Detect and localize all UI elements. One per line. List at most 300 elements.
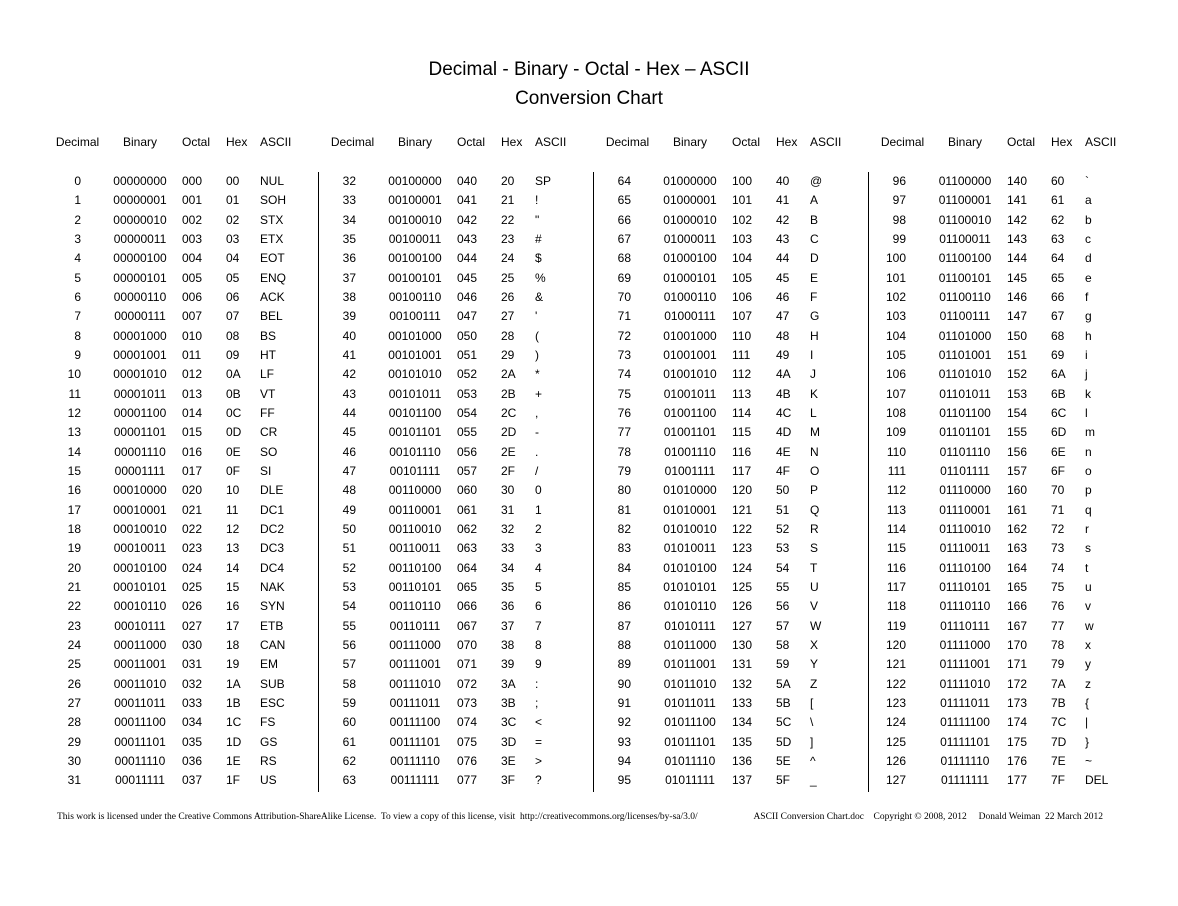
cell-ascii: \ xyxy=(810,715,814,730)
cell-ascii: R xyxy=(810,521,819,536)
table-row xyxy=(55,230,300,249)
cell-binary: 01101101 xyxy=(939,425,991,440)
table-row xyxy=(880,481,1125,500)
cell-hex: 56 xyxy=(776,599,790,614)
table-row xyxy=(605,249,850,268)
cell-binary: 00111001 xyxy=(389,657,441,672)
table-row xyxy=(880,365,1125,384)
cell-hex: 4C xyxy=(776,405,792,420)
cell-ascii: EOT xyxy=(260,251,285,266)
cell-ascii: m xyxy=(1085,425,1095,440)
cell-hex: 70 xyxy=(1051,483,1065,498)
cell-ascii: ) xyxy=(535,347,539,362)
cell-hex: 4F xyxy=(776,463,791,478)
cell-hex: 1F xyxy=(226,773,241,788)
cell-ascii: G xyxy=(810,309,820,324)
cell-decimal: 119 xyxy=(886,618,906,633)
cell-decimal: 4 xyxy=(74,251,81,266)
cell-binary: 00111101 xyxy=(389,734,441,749)
cell-binary: 01110100 xyxy=(939,560,991,575)
cell-binary: 01111010 xyxy=(939,676,991,691)
table-row xyxy=(880,230,1125,249)
cell-hex: 54 xyxy=(776,560,790,575)
cell-hex: 15 xyxy=(226,579,240,594)
column-header-ascii: ASCII xyxy=(535,135,567,149)
cell-octal: 126 xyxy=(732,599,753,614)
cell-ascii: I xyxy=(810,347,814,362)
cell-hex: 72 xyxy=(1051,521,1065,536)
cell-hex: 44 xyxy=(776,251,790,266)
cell-decimal: 104 xyxy=(885,328,906,343)
cell-octal: 177 xyxy=(1007,773,1028,788)
cell-hex: 49 xyxy=(776,347,790,362)
cell-octal: 155 xyxy=(1007,425,1028,440)
table-row xyxy=(55,385,300,404)
cell-ascii: FF xyxy=(260,405,275,420)
cell-binary: 01011001 xyxy=(663,657,717,672)
cell-decimal: 22 xyxy=(67,599,81,614)
cell-ascii: ( xyxy=(535,328,539,343)
cell-decimal: 57 xyxy=(342,657,356,672)
cell-octal: 032 xyxy=(182,676,203,691)
cell-decimal: 109 xyxy=(885,425,906,440)
table-header-row xyxy=(330,135,575,150)
cell-ascii: E xyxy=(810,270,819,285)
cell-hex: 42 xyxy=(776,212,790,227)
cell-decimal: 38 xyxy=(342,289,356,304)
cell-ascii: US xyxy=(260,773,277,788)
table-row xyxy=(605,713,850,732)
cell-ascii: DC3 xyxy=(260,541,285,556)
table-row xyxy=(330,539,575,558)
cell-binary: 00010011 xyxy=(113,541,167,556)
table-row xyxy=(330,172,575,191)
cell-decimal: 127 xyxy=(885,773,906,788)
cell-octal: 076 xyxy=(457,753,478,768)
cell-decimal: 28 xyxy=(67,715,81,730)
column-header-binary: Binary xyxy=(947,135,982,149)
cell-decimal: 74 xyxy=(617,367,631,382)
cell-binary: 00100011 xyxy=(388,231,442,246)
cell-octal: 053 xyxy=(457,386,478,401)
cell-binary: 01101100 xyxy=(939,405,991,420)
cell-octal: 035 xyxy=(182,734,203,749)
cell-binary: 00010110 xyxy=(113,599,167,614)
cell-hex: 53 xyxy=(776,541,790,556)
cell-ascii: v xyxy=(1085,599,1091,614)
table-row xyxy=(605,462,850,481)
cell-binary: 00110010 xyxy=(388,521,442,536)
cell-ascii: @ xyxy=(810,174,823,188)
table-row xyxy=(605,423,850,442)
cell-hex: 3B xyxy=(501,695,516,710)
cell-octal: 146 xyxy=(1007,289,1028,304)
cell-hex: 4E xyxy=(776,444,791,459)
cell-ascii: NAK xyxy=(260,579,285,594)
cell-octal: 013 xyxy=(182,386,203,401)
cell-hex: 29 xyxy=(501,347,515,362)
cell-octal: 134 xyxy=(732,715,753,730)
cell-octal: 125 xyxy=(732,579,753,594)
table-row xyxy=(880,559,1125,578)
table-row xyxy=(55,211,300,230)
cell-hex: 33 xyxy=(501,541,515,556)
cell-binary: 00100001 xyxy=(388,193,442,208)
cell-octal: 023 xyxy=(182,541,203,556)
cell-octal: 064 xyxy=(457,560,478,575)
cell-hex: 3E xyxy=(501,753,516,768)
cell-octal: 150 xyxy=(1007,328,1028,343)
cell-binary: 01000110 xyxy=(663,289,717,304)
cell-decimal: 126 xyxy=(885,753,906,768)
cell-decimal: 71 xyxy=(617,309,631,324)
cell-hex: 6A xyxy=(1051,367,1066,382)
cell-hex: 7C xyxy=(1051,715,1067,730)
cell-hex: 5B xyxy=(776,695,791,710)
cell-octal: 001 xyxy=(182,193,203,208)
cell-binary: 01011101 xyxy=(664,734,716,749)
table-row xyxy=(330,269,575,288)
cell-decimal: 107 xyxy=(885,386,906,401)
cell-decimal: 91 xyxy=(617,695,631,710)
cell-binary: 01010111 xyxy=(664,618,716,633)
cell-octal: 136 xyxy=(732,753,753,768)
cell-octal: 040 xyxy=(457,174,478,188)
conversion-table-0-31 xyxy=(55,135,300,791)
cell-decimal: 98 xyxy=(892,212,906,227)
cell-ascii: ^ xyxy=(810,753,816,768)
cell-binary: 01001001 xyxy=(663,347,717,362)
cell-hex: 6E xyxy=(1051,444,1066,459)
cell-binary: 01001011 xyxy=(663,386,717,401)
cell-hex: 4A xyxy=(776,367,791,382)
cell-binary: 01101111 xyxy=(940,463,990,478)
cell-ascii: { xyxy=(1085,695,1090,710)
cell-binary: 01010011 xyxy=(663,541,717,556)
cell-binary: 00101100 xyxy=(388,405,442,420)
cell-hex: 09 xyxy=(226,347,240,362)
cell-octal: 117 xyxy=(732,463,752,478)
cell-decimal: 99 xyxy=(892,231,906,246)
table-row xyxy=(330,694,575,713)
cell-decimal: 21 xyxy=(67,579,81,594)
table-row xyxy=(605,269,850,288)
cell-octal: 166 xyxy=(1007,599,1028,614)
title-line-2: Conversion Chart xyxy=(515,88,663,109)
cell-binary: 01100010 xyxy=(938,212,992,227)
cell-decimal: 12 xyxy=(67,405,81,420)
cell-ascii: DC4 xyxy=(260,560,285,575)
column-header-octal: Octal xyxy=(732,135,761,149)
cell-octal: 121 xyxy=(732,502,753,517)
cell-ascii: K xyxy=(810,386,819,401)
cell-octal: 020 xyxy=(182,483,203,498)
table-row xyxy=(55,501,300,520)
cell-decimal: 30 xyxy=(67,753,81,768)
cell-binary: 00001100 xyxy=(113,405,167,420)
cell-octal: 050 xyxy=(457,328,478,343)
cell-binary: 01110110 xyxy=(939,599,991,614)
table-row xyxy=(330,211,575,230)
table-row xyxy=(880,771,1125,790)
cell-hex: 78 xyxy=(1051,637,1065,652)
cell-binary: 00011101 xyxy=(114,734,166,749)
cell-decimal: 108 xyxy=(885,405,906,420)
cell-octal: 157 xyxy=(1007,463,1028,478)
cell-binary: 01111100 xyxy=(940,715,990,730)
cell-hex: 14 xyxy=(226,560,240,575)
table-row xyxy=(880,675,1125,694)
cell-hex: 66 xyxy=(1051,289,1065,304)
cell-decimal: 89 xyxy=(617,657,631,672)
table-row xyxy=(330,191,575,210)
cell-decimal: 78 xyxy=(617,444,631,459)
cell-hex: 2C xyxy=(501,405,517,420)
cell-ascii: a xyxy=(1085,193,1092,208)
table-row xyxy=(605,346,850,365)
cell-decimal: 40 xyxy=(342,328,356,343)
cell-ascii: B xyxy=(810,212,819,227)
cell-decimal: 93 xyxy=(617,734,631,749)
cell-decimal: 58 xyxy=(342,676,356,691)
cell-decimal: 43 xyxy=(342,386,356,401)
column-header-decimal: Decimal xyxy=(880,135,925,149)
table-row xyxy=(880,520,1125,539)
cell-decimal: 125 xyxy=(885,734,906,749)
table-row xyxy=(605,733,850,752)
column-header-hex: Hex xyxy=(501,135,523,149)
cell-decimal: 117 xyxy=(886,579,906,594)
table-body xyxy=(55,172,300,791)
cell-decimal: 7 xyxy=(74,309,81,324)
cell-binary: 00011011 xyxy=(114,695,166,710)
cell-binary: 00011001 xyxy=(113,657,167,672)
cell-hex: 76 xyxy=(1051,599,1065,614)
cell-octal: 024 xyxy=(182,560,203,575)
cell-decimal: 80 xyxy=(617,483,631,498)
cell-octal: 137 xyxy=(732,773,753,788)
cell-ascii: ; xyxy=(535,695,539,710)
cell-hex: 30 xyxy=(501,483,515,498)
cell-octal: 111 xyxy=(732,347,751,362)
cell-decimal: 73 xyxy=(617,347,631,362)
cell-hex: 5D xyxy=(776,734,792,749)
cell-binary: 00000010 xyxy=(113,212,167,227)
cell-hex: 43 xyxy=(776,231,790,246)
cell-hex: 5E xyxy=(776,753,791,768)
cell-hex: 13 xyxy=(226,541,240,556)
cell-ascii: S xyxy=(810,541,819,556)
cell-binary: 01011000 xyxy=(663,637,717,652)
table-body xyxy=(330,172,575,791)
cell-octal: 033 xyxy=(182,695,203,710)
cell-octal: 174 xyxy=(1007,715,1028,730)
cell-binary: 01111101 xyxy=(940,734,990,749)
cell-ascii: CAN xyxy=(260,637,286,652)
cell-decimal: 64 xyxy=(617,174,631,188)
cell-octal: 061 xyxy=(457,502,478,517)
cell-ascii: V xyxy=(810,599,819,614)
cell-ascii: SOH xyxy=(260,193,287,208)
table-row xyxy=(880,307,1125,326)
cell-octal: 103 xyxy=(732,231,753,246)
cell-decimal: 77 xyxy=(617,425,631,440)
cell-decimal: 75 xyxy=(617,386,631,401)
table-row xyxy=(880,172,1125,191)
cell-decimal: 123 xyxy=(885,695,906,710)
cell-octal: 062 xyxy=(457,521,478,536)
cell-decimal: 0 xyxy=(74,174,81,188)
cell-decimal: 14 xyxy=(67,444,81,459)
cell-octal: 003 xyxy=(182,231,203,246)
cell-octal: 162 xyxy=(1007,521,1028,536)
cell-hex: 3D xyxy=(501,734,517,749)
cell-hex: 27 xyxy=(501,309,515,324)
column-header-binary: Binary xyxy=(122,135,157,149)
cell-octal: 145 xyxy=(1007,270,1028,285)
column-header-octal: Octal xyxy=(457,135,486,149)
table-row xyxy=(55,733,300,752)
cell-ascii: O xyxy=(810,463,820,478)
table-row xyxy=(330,307,575,326)
cell-binary: 01111000 xyxy=(939,637,991,652)
cell-ascii: VT xyxy=(260,386,276,401)
cell-binary: 01100110 xyxy=(939,289,991,304)
cell-ascii: s xyxy=(1085,541,1091,556)
cell-binary: 01010001 xyxy=(663,502,717,517)
cell-binary: 00001110 xyxy=(114,444,166,459)
cell-hex: 7D xyxy=(1051,734,1067,749)
cell-binary: 00100000 xyxy=(388,174,442,188)
cell-ascii: h xyxy=(1085,328,1092,343)
table-row xyxy=(880,501,1125,520)
table-row xyxy=(880,597,1125,616)
cell-hex: 6C xyxy=(1051,405,1067,420)
cell-hex: 06 xyxy=(226,289,240,304)
cell-hex: 67 xyxy=(1051,309,1065,324)
table-row xyxy=(605,617,850,636)
cell-hex: 47 xyxy=(776,309,790,324)
cell-binary: 00011111 xyxy=(115,773,165,788)
cell-octal: 112 xyxy=(732,367,752,382)
cell-ascii: 6 xyxy=(535,599,542,614)
cell-ascii: n xyxy=(1085,444,1092,459)
table-row xyxy=(880,443,1125,462)
cell-decimal: 59 xyxy=(342,695,356,710)
cell-ascii: . xyxy=(535,444,539,459)
cell-hex: 35 xyxy=(501,579,515,594)
cell-ascii: & xyxy=(535,289,544,304)
cell-octal: 160 xyxy=(1007,483,1028,498)
cell-decimal: 121 xyxy=(885,657,906,672)
cell-binary: 00100110 xyxy=(388,289,442,304)
cell-octal: 104 xyxy=(732,251,753,266)
cell-binary: 01001101 xyxy=(663,425,717,440)
cell-decimal: 35 xyxy=(342,231,356,246)
cell-binary: 00001000 xyxy=(113,328,167,343)
cell-octal: 047 xyxy=(457,309,478,324)
cell-hex: 5A xyxy=(776,676,791,691)
cell-binary: 01101110 xyxy=(939,444,991,459)
cell-ascii: ? xyxy=(535,773,542,788)
cell-binary: 00001001 xyxy=(113,347,167,362)
table-row xyxy=(55,269,300,288)
cell-ascii: ETX xyxy=(260,231,284,246)
cell-binary: 01001000 xyxy=(663,328,717,343)
cell-hex: 68 xyxy=(1051,328,1065,343)
table-row xyxy=(880,404,1125,423)
table-row xyxy=(605,327,850,346)
cell-binary: 01101000 xyxy=(938,328,992,343)
cell-ascii: SP xyxy=(535,174,552,188)
cell-ascii: GS xyxy=(260,734,278,749)
cell-octal: 141 xyxy=(1007,193,1028,208)
cell-decimal: 85 xyxy=(617,579,631,594)
cell-decimal: 16 xyxy=(67,483,81,498)
table-row xyxy=(330,675,575,694)
cell-hex: 12 xyxy=(226,521,240,536)
cell-hex: 69 xyxy=(1051,347,1065,362)
cell-binary: 01010100 xyxy=(663,560,717,575)
cell-hex: 32 xyxy=(501,521,515,536)
cell-decimal: 1 xyxy=(74,193,81,208)
cell-binary: 01100111 xyxy=(939,309,991,324)
title-line-1: Decimal - Binary - Octal - Hex – ASCII xyxy=(428,59,750,80)
table-row xyxy=(605,752,850,771)
cell-decimal: 39 xyxy=(342,309,356,324)
cell-ascii: 3 xyxy=(535,541,542,556)
cell-ascii: / xyxy=(535,463,539,478)
cell-decimal: 84 xyxy=(617,560,631,575)
cell-binary: 00101011 xyxy=(388,386,442,401)
column-header-ascii: ASCII xyxy=(260,135,292,149)
cell-ascii: J xyxy=(810,367,816,382)
table-row xyxy=(605,675,850,694)
table-row xyxy=(330,559,575,578)
cell-octal: 132 xyxy=(732,676,753,691)
table-row xyxy=(330,655,575,674)
cell-hex: 6F xyxy=(1051,463,1066,478)
table-row xyxy=(55,365,300,384)
cell-binary: 00100101 xyxy=(388,270,442,285)
cell-octal: 002 xyxy=(182,212,203,227)
table-row xyxy=(330,501,575,520)
cell-hex: 00 xyxy=(226,174,240,188)
cell-octal: 122 xyxy=(732,521,753,536)
cell-binary: 00101010 xyxy=(388,367,442,382)
cell-decimal: 32 xyxy=(342,174,356,188)
cell-decimal: 23 xyxy=(67,618,81,633)
cell-binary: 00110011 xyxy=(389,541,441,556)
column-header-hex: Hex xyxy=(226,135,248,149)
cell-ascii: ~ xyxy=(1085,753,1093,768)
cell-decimal: 79 xyxy=(617,463,631,478)
table-row xyxy=(330,752,575,771)
cell-octal: 144 xyxy=(1007,251,1028,266)
cell-binary: 00101000 xyxy=(388,328,442,343)
cell-decimal: 26 xyxy=(67,676,81,691)
cell-octal: 070 xyxy=(457,637,478,652)
cell-binary: 00000001 xyxy=(113,193,167,208)
cell-octal: 110 xyxy=(732,328,752,343)
cell-decimal: 114 xyxy=(886,521,906,536)
cell-hex: 31 xyxy=(501,502,515,517)
cell-hex: 25 xyxy=(501,270,515,285)
cell-ascii: j xyxy=(1085,367,1088,382)
table-row xyxy=(55,539,300,558)
cell-binary: 01010110 xyxy=(663,599,717,614)
cell-ascii: z xyxy=(1085,676,1091,691)
